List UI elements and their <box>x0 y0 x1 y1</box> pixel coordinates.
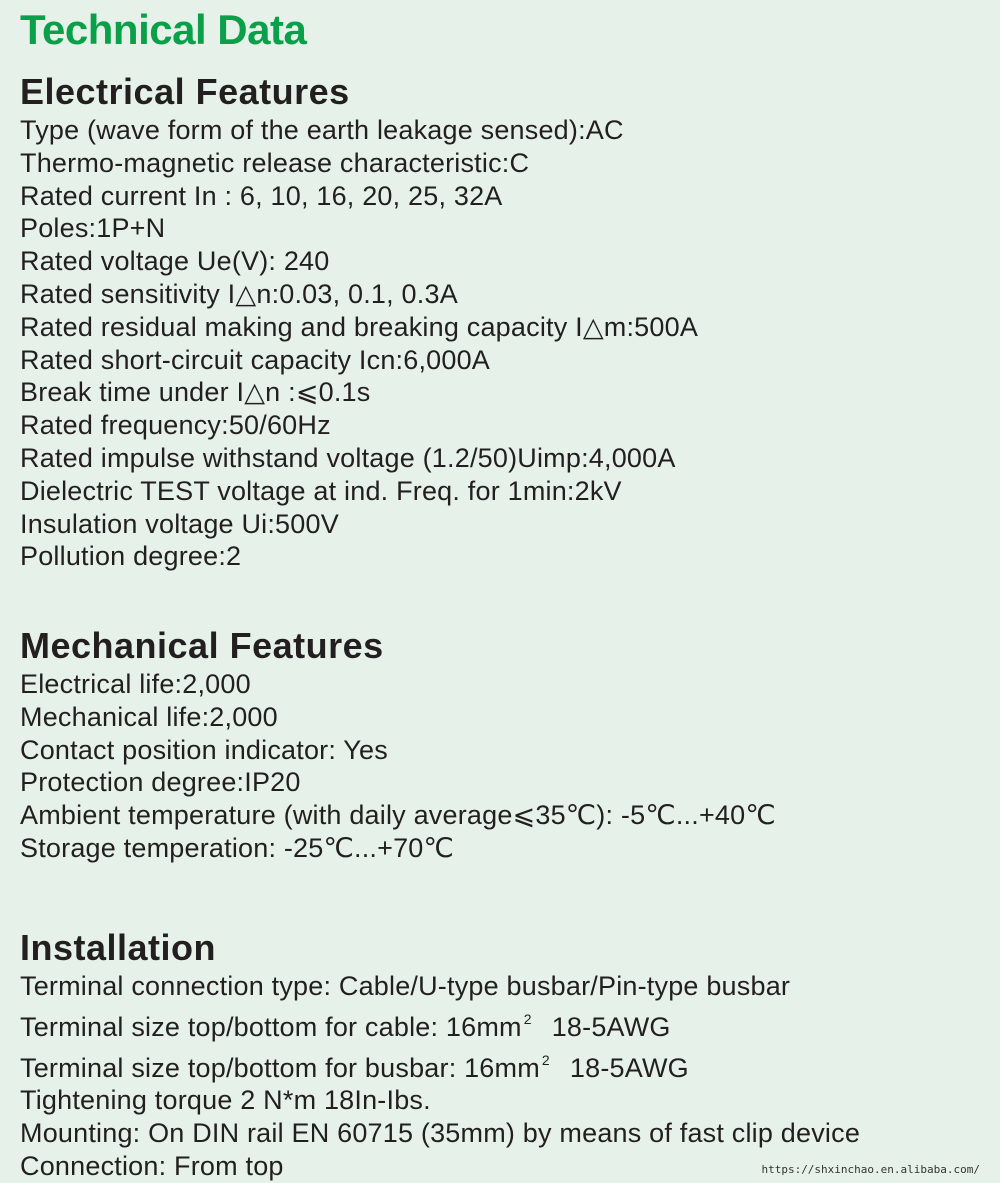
cable-awg-text: 18-5AWG <box>551 1011 671 1042</box>
mechanical-features-list <box>20 668 776 865</box>
list-item: Electrical life:2,000 <box>20 669 251 699</box>
list-item <box>20 1044 860 1085</box>
installation-heading: Installation <box>20 927 217 968</box>
busbar-awg-text: 18-5AWG <box>569 1052 689 1083</box>
list-item: Rated current In : 6, 10, 16, 20, 25, 32A <box>20 180 503 211</box>
list-item: Contact position indicator: Yes <box>20 734 388 765</box>
list-item: Rated impulse withstand voltage (1.2/50)Uimp:4,000A <box>20 442 676 473</box>
busbar-size-text: Terminal size top/bottom for busbar: 16mm <box>20 1052 540 1083</box>
installation-list <box>20 970 860 1183</box>
list-item: Dielectric TEST voltage at ind. Freq. for 1min:2kV <box>20 475 622 506</box>
superscript: 2 <box>523 1010 532 1027</box>
watermark-url: https://shxinchao.en.alibaba.com/ <box>761 1163 980 1176</box>
list-item: Connection: From top <box>20 1150 284 1181</box>
list-item: Ambient temperature (with daily average⩽35℃): -5℃...+40℃ <box>20 800 776 831</box>
list-item: Pollution degree:2 <box>20 541 242 572</box>
list-item: Break time under I△n :⩽0.1s <box>20 377 371 408</box>
superscript: 2 <box>541 1051 550 1068</box>
electrical-features-list <box>20 114 698 573</box>
list-item: Rated short-circuit capacity Icn:6,000A <box>20 344 491 375</box>
electrical-features-section <box>20 70 698 573</box>
electrical-features-heading: Electrical Features <box>20 71 350 112</box>
list-item: Type (wave form of the earth leakage sensed):AC <box>20 115 624 145</box>
list-item: Insulation voltage Ui:500V <box>20 508 339 539</box>
installation-section <box>20 926 860 1183</box>
list-item: Storage temperation: -25℃...+70℃ <box>20 832 455 863</box>
mechanical-features-heading: Mechanical Features <box>20 625 384 666</box>
list-item: Rated frequency:50/60Hz <box>20 410 331 441</box>
list-item: Rated voltage Ue(V): 240 <box>20 246 330 277</box>
mechanical-features-section <box>20 624 776 865</box>
list-item: Mechanical life:2,000 <box>20 701 278 732</box>
list-item: Tightening torque 2 N*m 18In-Ibs. <box>20 1085 431 1116</box>
list-item: Rated residual making and breaking capacity I△m:500A <box>20 311 699 342</box>
list-item: Poles:1P+N <box>20 213 166 244</box>
list-item: Protection degree:IP20 <box>20 767 301 798</box>
list-item: Terminal connection type: Cable/U-type busbar/Pin-type busbar <box>20 971 791 1001</box>
list-item: Rated sensitivity I△n:0.03, 0.1, 0.3A <box>20 278 458 309</box>
list-item <box>20 1003 860 1044</box>
page-title: Technical Data <box>20 6 307 53</box>
cable-size-text: Terminal size top/bottom for cable: 16mm <box>20 1011 522 1042</box>
list-item: Thermo-magnetic release characteristic:C <box>20 147 530 178</box>
list-item: Mounting: On DIN rail EN 60715 (35mm) by means of fast clip device <box>20 1118 861 1149</box>
